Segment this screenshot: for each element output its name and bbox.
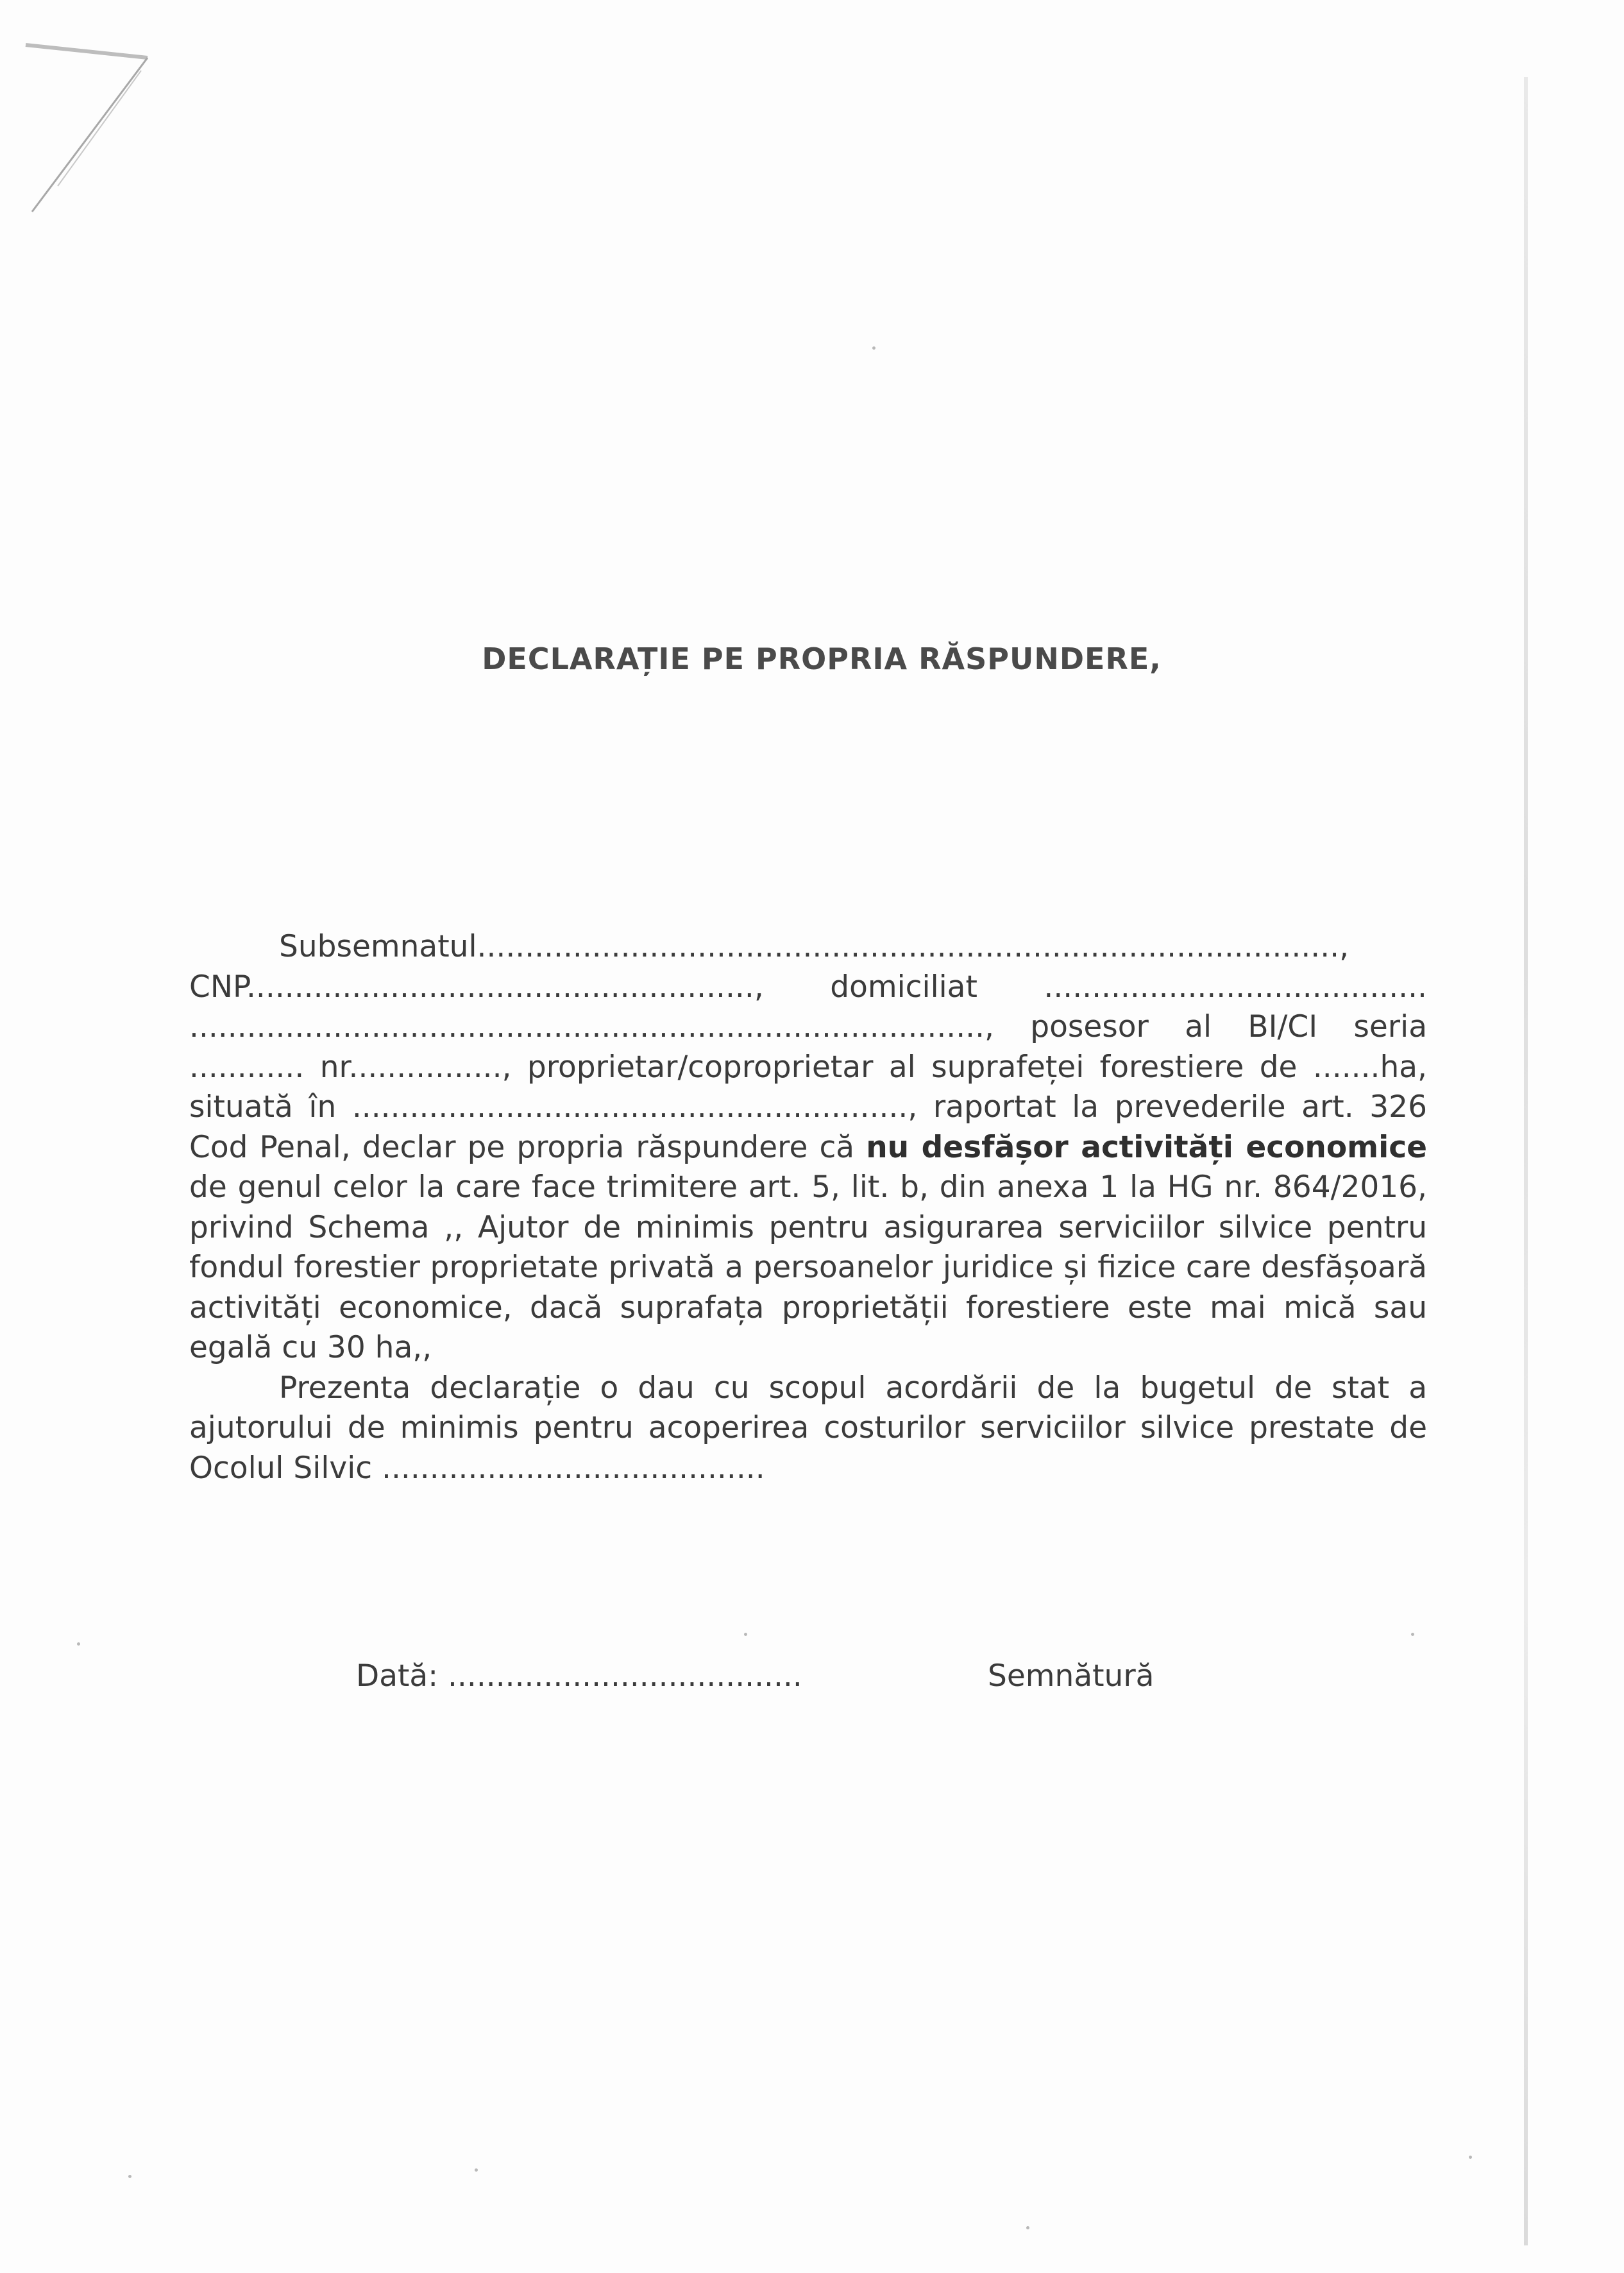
scan-speck xyxy=(872,346,875,350)
cnp-field: CNP....................................................., xyxy=(189,969,764,1005)
statement-rest: de genul celor la care face trimitere art. 5, lit. b, din anexa 1 la HG nr. 864/2016, privind Schema ,, Ajutor de minimis pentru asigurarea serviciilor silvice pentru fondul forestier proprietate privată a persoanelor juridice și fizice care desfășoară activități economice, dacă suprafața proprietății forestiere este mai mică sau egală cu 30 ha,, xyxy=(189,1170,1427,1365)
domiciliat-label: domiciliat xyxy=(830,969,977,1005)
scan-speck xyxy=(77,1642,80,1646)
scan-speck xyxy=(744,1633,747,1636)
scan-speck xyxy=(1411,1633,1414,1636)
paragraph-identity xyxy=(189,927,1427,1368)
subsemnatul-line: Subsemnatul.........................................................................................., xyxy=(279,929,1349,964)
scan-speck xyxy=(475,2168,478,2172)
declaration-title: DECLARAȚIE PE PROPRIA RĂSPUNDERE, xyxy=(482,642,1162,676)
scan-right-edge xyxy=(1524,77,1528,2245)
bold-statement: nu desfășor activități economice xyxy=(866,1129,1427,1165)
posesor-line: ..................................................................................., posesor al BI/CI seria ............ xyxy=(189,1009,1427,1085)
domiciliat-dots: ........................................ xyxy=(1044,969,1427,1005)
date-field: Dată: ..................................... xyxy=(356,1658,802,1694)
declaration-body xyxy=(189,927,1427,1488)
nr-line: nr................, proprietar/coproprietar al suprafeței forestiere de .......ha, situată xyxy=(189,1049,1427,1125)
in-line: în .........................................................., raportat la prevederile art. 326 Cod Penal, declar pe propria răspundere că xyxy=(189,1089,1427,1165)
scan-speck xyxy=(128,2175,131,2178)
scan-speck xyxy=(1469,2156,1472,2159)
scan-corner-mark xyxy=(19,26,160,218)
scan-speck xyxy=(1026,2226,1029,2229)
signature-field: Semnătură xyxy=(988,1658,1155,1694)
paragraph-purpose: Prezenta declarație o dau cu scopul acordării de la bugetul de stat a ajutorului de minimis pentru acoperirea costurilor serviciilor silvice prestate de Ocolul Silvic ........................................ xyxy=(189,1370,1427,1486)
